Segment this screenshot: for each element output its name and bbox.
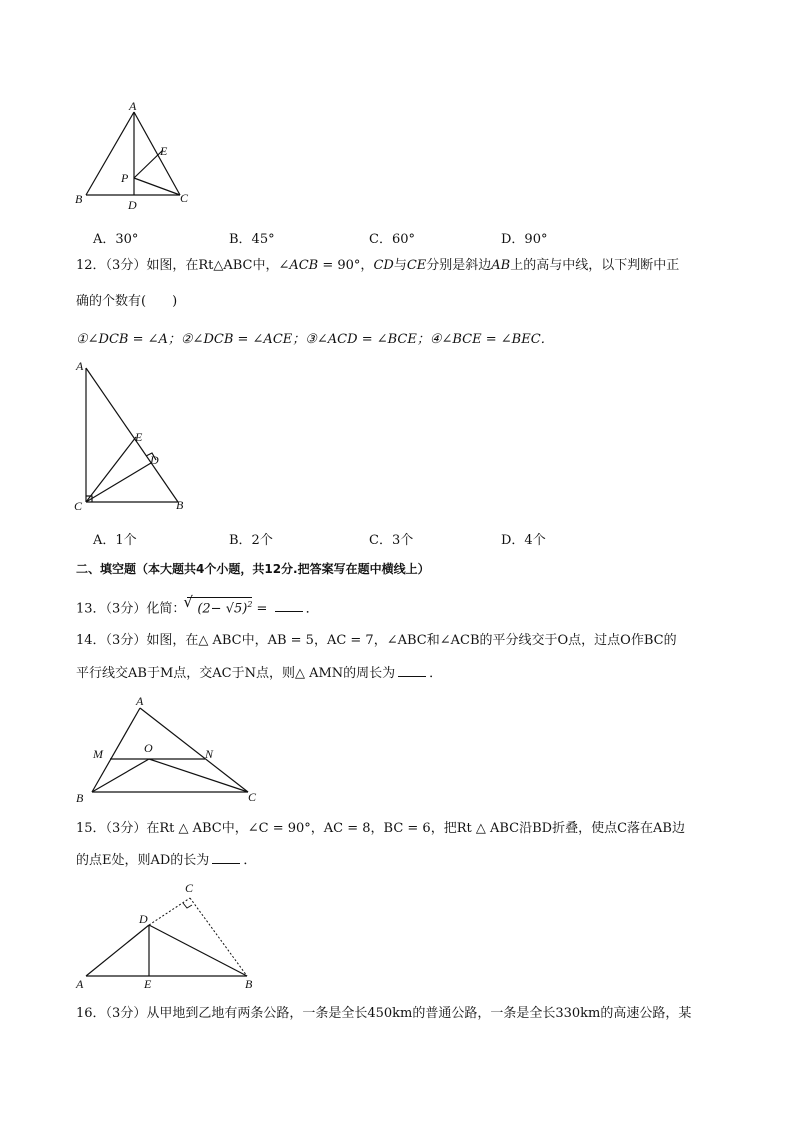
fig3-label-n: N: [205, 747, 214, 761]
fig4-label-c: C: [185, 881, 194, 895]
fig3-label-m: M: [93, 747, 103, 761]
fig1-label-p: P: [121, 171, 129, 185]
q11-option-a: A．30°: [93, 232, 139, 247]
q16-line1: 16．（3分）从甲地到乙地有两条公路，一条是全长450km的普通公路，一条是全长330km的高速公路，某: [76, 1006, 692, 1021]
fig1-label-b: B: [75, 192, 83, 206]
q15-answer-blank[interactable]: [212, 852, 240, 864]
q12-option-c: C．3个: [369, 533, 414, 548]
q13-sqrt: [187, 597, 252, 616]
section-fill-in-heading: 二、填空题（本大题共4个小题，共12分.把答案写在题中横线上）: [76, 562, 430, 576]
fig4-label-a: A: [76, 977, 84, 991]
fig4-label-d: D: [139, 912, 148, 926]
q12-option-d: D．4个: [501, 533, 546, 548]
q14-end: ．: [429, 666, 443, 681]
q11-option-d: D．90°: [501, 232, 548, 247]
figure-right-triangle-cde: [70, 360, 190, 515]
q12-cd: CD: [373, 258, 394, 273]
q12-line1: [76, 258, 679, 274]
q14-line2-text: 平行线交AB于M点，交AC于N点，则△ AMN的周长为: [76, 666, 396, 681]
figure-fold-triangle: [70, 878, 270, 993]
fig2-label-a: A: [76, 360, 84, 373]
q12-intro: 12．（3分）如图，在Rt△ABC中，: [76, 258, 279, 273]
fig1-label-d: D: [128, 198, 137, 212]
q13-radicand: (2− √5): [197, 601, 248, 617]
q11-option-c: C．60°: [369, 232, 415, 247]
q15-line1: 15．（3分）在Rt △ ABC中，∠C = 90°，AC = 8，BC = 6，把Rt △ ABC沿BD折叠，使点C落在AB边: [76, 821, 685, 836]
fig3-label-c: C: [248, 790, 257, 804]
q13-eq: =: [252, 601, 272, 617]
q12-line2: 确的个数有( ): [76, 294, 178, 309]
fig2-label-b: B: [176, 498, 184, 512]
q14-line1: 14．（3分）如图，在△ ABC中，AB = 5，AC = 7，∠ABC和∠ACB的平分线交于O点，过点O作BC的: [76, 633, 677, 648]
q15-end: ．: [243, 853, 257, 868]
q11-option-b: B．45°: [229, 232, 275, 247]
fig1-label-e: E: [160, 144, 168, 158]
q12-option-a: A．1个: [93, 533, 137, 548]
fig3-label-b: B: [76, 791, 84, 805]
fig2-label-c: C: [74, 499, 83, 513]
q15-line2-text: 的点E处，则AD的长为: [76, 853, 210, 868]
q14-answer-blank[interactable]: [398, 665, 426, 677]
q12-ab: AB: [491, 258, 511, 273]
q12-mid2: 分别是斜边: [426, 258, 492, 273]
q13-prefix: 13．（3分）化简：: [76, 601, 186, 617]
q12-mid: 与: [393, 258, 407, 273]
q13-exponent: 2: [247, 600, 253, 609]
q12-angle: ∠ACB: [278, 258, 319, 273]
figure-triangle-amn-o: [70, 692, 270, 807]
fig3-label-o: O: [144, 741, 153, 755]
q12-statements: ①∠DCB = ∠A；②∠DCB = ∠ACE；③∠ACD = ∠BCE；④∠BCE = ∠BEC．: [76, 332, 554, 347]
q13-line: [76, 597, 319, 617]
fig2-label-e: E: [135, 430, 143, 444]
q12-option-b: B．2个: [229, 533, 273, 548]
q13-answer-blank[interactable]: [275, 600, 303, 612]
q15-line2: [76, 852, 256, 869]
q12-eq: = 90°，: [318, 258, 374, 273]
fig4-label-e: E: [144, 977, 152, 991]
q12-end: 上的高与中线，以下判断中正: [510, 258, 680, 273]
fig1-label-a: A: [129, 99, 137, 113]
figure-triangle-abc-pde: [70, 98, 200, 213]
q13-end: ．: [305, 601, 319, 617]
fig2-label-d: D: [150, 453, 159, 467]
q12-ce: CE: [406, 258, 427, 273]
fig3-label-a: A: [136, 694, 144, 708]
q14-line2: [76, 665, 442, 682]
fig1-label-c: C: [180, 191, 189, 205]
fig4-label-b: B: [245, 977, 253, 991]
